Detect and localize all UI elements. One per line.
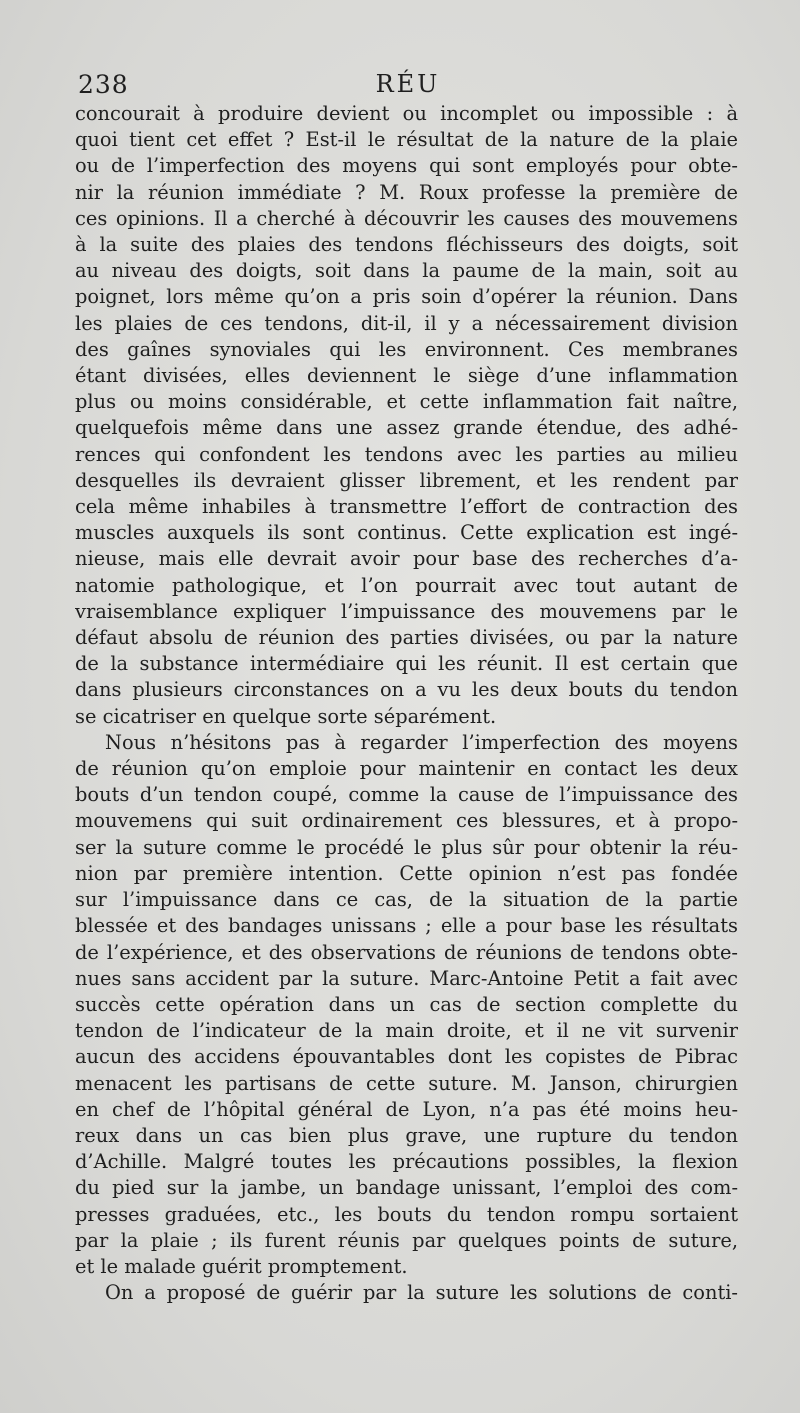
text-line: et le malade guérit promptement. [75,1254,408,1278]
text-line: quoi tient cet effet ? Est-il le résultat de la nature de la plaie [75,128,738,152]
text-line: de l’expérience, et des observations de réunions de tendons obte- [75,940,738,964]
text-line: tendon de l’indicateur de la main droite, et il ne vit survenir [75,1019,738,1043]
text-line: reux dans un cas bien plus grave, une rupture du tendon [75,1123,738,1147]
text-line: sur l’impuissance dans ce cas, de la situation de la partie [75,888,738,912]
text-line: menacent les partisans de cette suture. M. Janson, chirurgien [75,1071,738,1095]
text-line: des gaînes synoviales qui les environnent. Ces membranes [75,337,738,361]
text-line: vraisemblance expliquer l’impuissance des mouvemens par le [75,599,738,623]
text-line: presses graduées, etc., les bouts du tendon rompu sortaient [75,1202,738,1226]
text-line: muscles auxquels ils sont continus. Cette explication est ingé- [75,521,738,545]
text-line: concourait à produire devient ou incomplet ou impossible : à [75,102,738,125]
page-header [78,70,738,102]
text-line: quelquefois même dans une assez grande étendue, des adhé- [75,416,738,440]
text-line: dans plusieurs circonstances on a vu les deux bouts du tendon [75,678,738,702]
text-line: nion par première intention. Cette opinion n’est pas fondée [75,861,738,885]
running-head: RÉU [375,70,441,98]
text-line: aucun des accidens épouvantables dont les copistes de Pibrac [75,1045,738,1069]
text-line: blessée et des bandages unissans ; elle a pour base les résultats [75,914,738,938]
text-line: ces opinions. Il a cherché à découvrir les causes des mouvemens [75,206,738,230]
text-line: de réunion qu’on emploie pour maintenir en contact les deux [75,757,738,781]
text-line: natomie pathologique, et l’on pourrait avec tout autant de [75,573,738,597]
body-text [75,101,738,1306]
text-line: ser la suture comme le procédé le plus sûr pour obtenir la réu- [75,835,738,859]
text-line: défaut absolu de réunion des parties divisées, ou par la nature [75,626,738,650]
text-line: par la plaie ; ils furent réunis par quelques points de suture, [75,1228,738,1252]
text-line: en chef de l’hôpital général de Lyon, n’a pas été moins heu- [75,1097,738,1121]
text-line: au niveau des doigts, soit dans la paume de la main, soit au [75,259,738,283]
text-line: nir la réunion immédiate ? M. Roux professe la première de [75,180,738,204]
text-line: On a proposé de guérir par la suture les solutions de conti- [105,1281,738,1305]
text-line: Nous n’hésitons pas à regarder l’imperfection des moyens [105,730,738,754]
text-line: se cicatriser en quelque sorte séparément. [75,704,497,728]
text-line: plus ou moins considérable, et cette inflammation fait naître, [75,390,738,414]
text-line: bouts d’un tendon coupé, comme la cause de l’impuissance des [75,783,738,807]
text-line: nieuse, mais elle devrait avoir pour base des recherches d’a- [75,547,738,571]
text-line: les plaies de ces tendons, dit-il, il y a nécessairement division [75,311,738,335]
text-line: d’Achille. Malgré toutes les précautions possibles, la flexion [75,1150,738,1174]
text-line: nues sans accident par la suture. Marc-Antoine Petit a fait avec [75,966,738,990]
text-line: mouvemens qui suit ordinairement ces blessures, et à propo- [75,809,738,833]
text-line: ou de l’imperfection des moyens qui sont employés pour obte- [75,154,738,178]
page-number: 238 [78,70,129,99]
text-line: succès cette opération dans un cas de section complette du [75,992,738,1016]
text-line: desquelles ils devraient glisser librement, et les rendent par [75,468,738,492]
text-line: étant divisées, elles deviennent le siège d’une inflammation [75,364,738,388]
text-line: poignet, lors même qu’on a pris soin d’opérer la réunion. Dans [75,285,738,309]
text-line: de la substance intermédiaire qui les réunit. Il est certain que [75,652,738,676]
text-line: du pied sur la jambe, un bandage unissant, l’emploi des com- [75,1176,738,1200]
text-line: à la suite des plaies des tendons fléchisseurs des doigts, soit [75,233,738,257]
text-line: cela même inhabiles à transmettre l’effort de contraction des [75,495,738,519]
text-line: rences qui confondent les tendons avec les parties au milieu [75,442,738,466]
